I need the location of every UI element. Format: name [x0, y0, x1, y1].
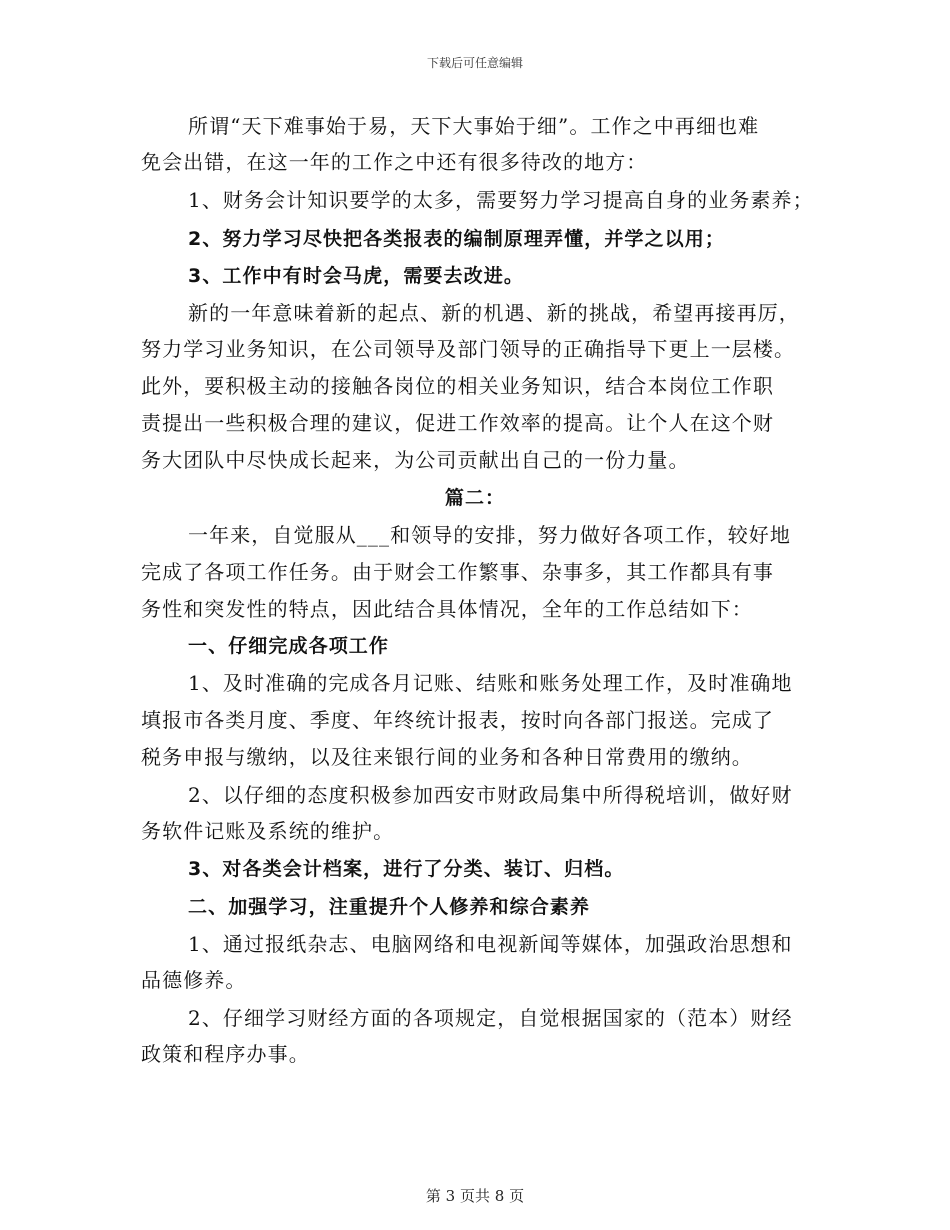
paragraph-line: 务性和突发性的特点，因此结合具体情况，全年的工作总结如下：	[141, 597, 753, 621]
paragraph-line: 一年来，自觉服从___和领导的安排，努力做好各项工作，较好地	[188, 523, 791, 547]
paragraph-line: 所谓“天下难事始于易，天下大事始于细”。工作之中再细也难	[188, 114, 760, 138]
section-title: 篇二：	[444, 487, 506, 509]
section-heading: 一、仔细完成各项工作	[188, 635, 390, 657]
paragraph-line: 2、以仔细的态度积极参加西安市财政局集中所得税培训，做好财	[188, 783, 793, 807]
list-item: 1、财务会计知识要学的太多，需要努力学习提高自身的业务素养；	[188, 188, 814, 212]
paragraph-line: 务软件记账及系统的维护。	[141, 819, 395, 843]
paragraph-line: 填报市各类月度、季度、年终统计报表，按时向各部门报送。完成了	[141, 708, 774, 732]
paragraph-line: 此外，要积极主动的接触各岗位的相关业务知识，结合本岗位工作职	[141, 374, 774, 398]
paragraph-line: 2、仔细学习财经方面的各项规定，自觉根据国家的（范本）财经	[188, 1006, 793, 1030]
paragraph-line: 责提出一些积极合理的建议，促进工作效率的提高。让个人在这个财	[141, 411, 774, 435]
page-footer: 第 3 页共 8 页	[425, 1187, 525, 1205]
paragraph-line: 务大团队中尽快成长起来，为公司贡献出自己的一份力量。	[141, 448, 690, 472]
list-item: 3、对各类会计档案，进行了分类、装订、归档。	[188, 858, 625, 880]
paragraph-line: 新的一年意味着新的起点、新的机遇、新的挑战，希望再接再厉，	[188, 301, 800, 325]
page-header: 下载后可任意编辑	[426, 56, 523, 70]
list-item: 2、努力学习尽快把各类报表的编制原理弄懂，并学之以用；	[188, 228, 725, 250]
paragraph-line: 完成了各项工作任务。由于财会工作繁事、杂事多，其工作都具有事	[141, 560, 774, 584]
section-heading: 二、加强学习，注重提升个人修养和综合素养	[188, 896, 591, 918]
paragraph-line: 品德修养。	[141, 968, 247, 992]
paragraph-line: 努力学习业务知识，在公司领导及部门领导的正确指导下更上一层楼。	[141, 337, 796, 361]
paragraph-line: 1、及时准确的完成各月记账、结账和账务处理工作，及时准确地	[188, 671, 793, 695]
list-item: 3、工作中有时会马虎，需要去改进。	[188, 265, 524, 287]
paragraph-line: 政策和程序办事。	[141, 1042, 310, 1066]
paragraph-line: 1、通过报纸杂志、电脑网络和电视新闻等媒体，加强政治思想和	[188, 932, 793, 956]
paragraph-line: 免会出错，在这一年的工作之中还有很多待改的地方：	[141, 150, 648, 174]
paragraph-line: 税务申报与缴纳，以及往来银行间的业务和各种日常费用的缴纳。	[141, 745, 753, 769]
